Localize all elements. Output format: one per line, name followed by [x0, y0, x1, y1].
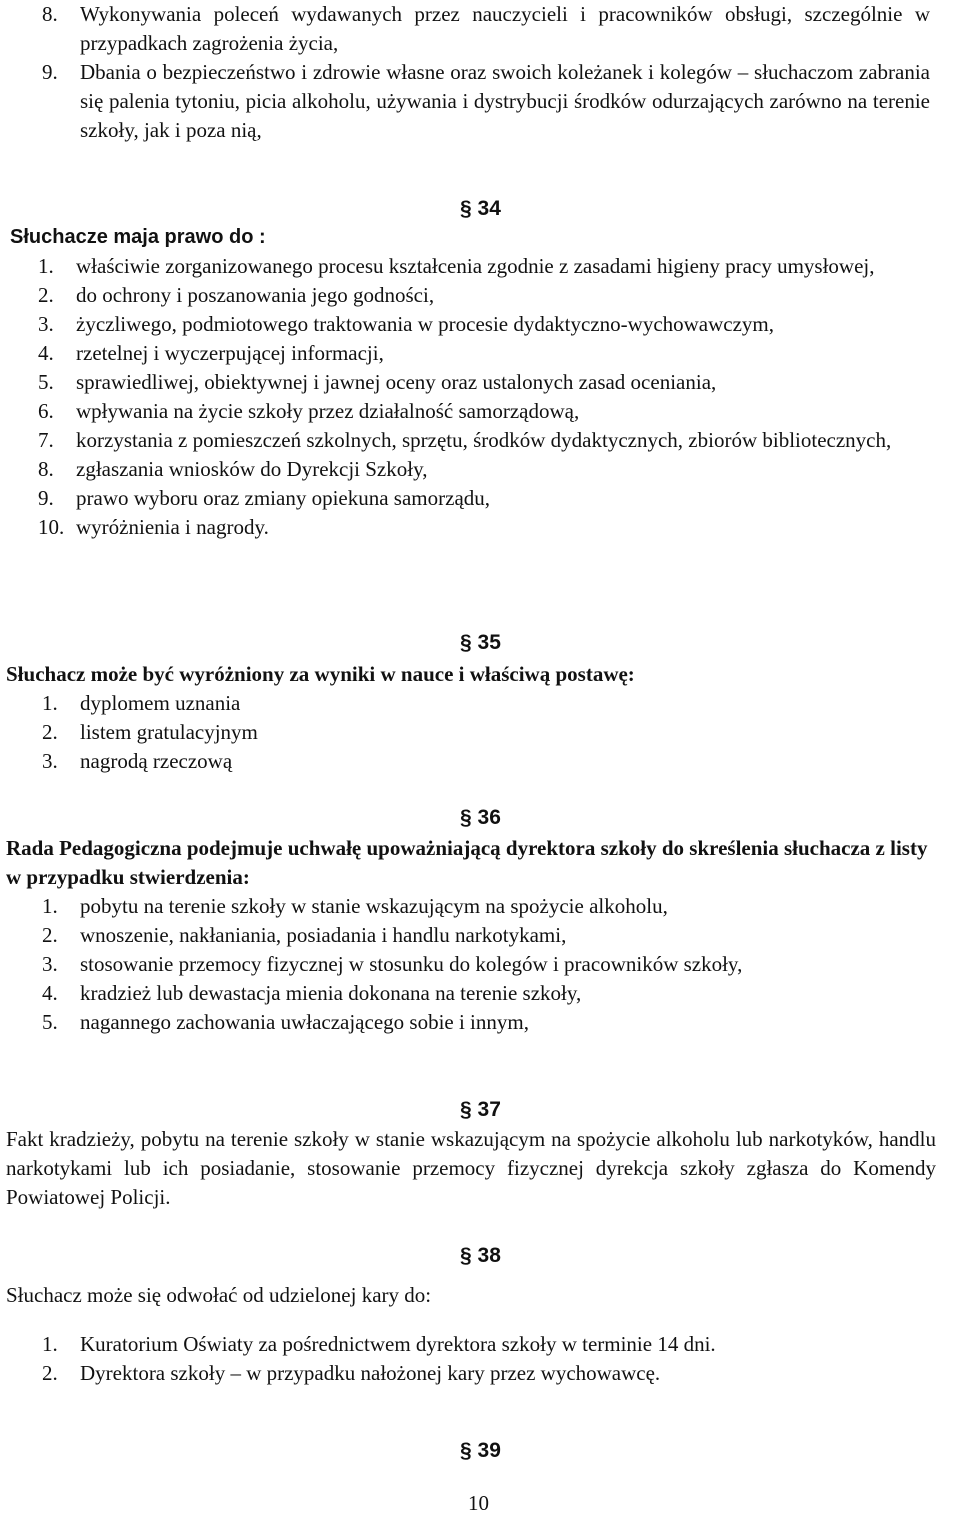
section-symbol: § [460, 631, 472, 654]
list-item-number: 8. [42, 2, 58, 26]
list-item-number: 2. [38, 283, 54, 307]
list-item-text: do ochrony i poszanowania jego godności, [76, 283, 435, 307]
top-list [42, 0, 930, 145]
list-item-text: wyróżnienia i nagrody. [76, 515, 269, 539]
list-item-number: 2. [42, 1361, 58, 1385]
section-heading: Słuchacze maja prawo do : [10, 226, 266, 248]
list-item-text: kradzież lub dewastacja mienia dokonana na terenie szkoły, [80, 981, 582, 1005]
list-item [42, 921, 936, 950]
list-item-text: sprawiedliwej, obiektywnej i jawnej oceny oraz ustalonych zasad oceniania, [76, 370, 717, 394]
list-item-text: stosowanie przemocy fizycznej w stosunku do kolegów i pracowników szkoły, [80, 952, 743, 976]
list-item [38, 397, 936, 426]
list-item-number: 8. [38, 457, 54, 481]
list-item [38, 484, 936, 513]
list-item [38, 310, 936, 339]
list-item-text: dyplomem uznania [80, 691, 241, 715]
section-paragraph: Fakt kradzieży, pobytu na terenie szkoły w stanie wskazującym na spożycie alkoholu lub narkotyków, handlu narkotykami lub ich posiadanie, stosowanie przemocy fizycznej dyrekcja szkoły zgłasza do Komendy Powiatowej Policji. [6, 1127, 936, 1209]
section-34-title [460, 194, 501, 223]
list-item-text: pobytu na terenie szkoły w stanie wskazującym na spożycie alkoholu, [80, 894, 668, 918]
list-item-text: życzliwego, podmiotowego traktowania w procesie dydaktyczno-wychowawczym, [76, 312, 775, 336]
section-38-title [460, 1241, 501, 1270]
list-item-number: 3. [42, 749, 58, 773]
list-item-number: 1. [42, 1332, 58, 1356]
section-39-title [460, 1436, 501, 1465]
section-symbol: § [460, 1244, 472, 1267]
list-item-text: Dbania o bezpieczeństwo i zdrowie własne oraz swoich koleżanek i kolegów – słuchaczom zabrania się palenia tytoniu, picia alkoholu, używania i dystrybucji środków odurzających zarówno na terenie szkoły, jak i poza nią, [80, 60, 930, 142]
list-item-number: 1. [42, 894, 58, 918]
list-item-number: 3. [42, 952, 58, 976]
list-item-text: korzystania z pomieszczeń szkolnych, sprzętu, środków dydaktycznych, zbiorów bibliotecznych, [76, 428, 892, 452]
list-item [42, 1330, 936, 1359]
list-item-number: 7. [38, 428, 54, 452]
section-symbol: § [460, 197, 472, 220]
list-item-number: 4. [42, 981, 58, 1005]
list-item [38, 426, 936, 455]
list-item-text: wnoszenie, nakłaniania, posiadania i handlu narkotykami, [80, 923, 567, 947]
list-item [38, 455, 936, 484]
section-37 [6, 1125, 936, 1212]
section-heading: Rada Pedagogiczna podejmuje uchwałę upoważniającą dyrektora szkoły do skreślenia słuchacza z listy w przypadku stwierdzenia: [6, 836, 928, 889]
list-item-number: 5. [42, 1010, 58, 1034]
list-item [42, 689, 936, 718]
list-item-number: 9. [38, 486, 54, 510]
section-35-title [460, 628, 501, 657]
section-symbol: § [460, 806, 472, 829]
list-item-text: prawo wyboru oraz zmiany opiekuna samorządu, [76, 486, 491, 510]
list-item [42, 718, 936, 747]
page-number: 10 [468, 1491, 489, 1515]
section-number: 38 [477, 1244, 501, 1267]
section-35 [6, 660, 936, 776]
list-item [38, 339, 936, 368]
list-item-number: 2. [42, 923, 58, 947]
section-number: 39 [477, 1439, 501, 1462]
section-number: 37 [477, 1098, 501, 1121]
list-item-text: Wykonywania poleceń wydawanych przez nauczycieli i pracowników obsługi, szczególnie w przypadkach zagrożenia życia, [80, 2, 930, 55]
section-symbol: § [460, 1098, 472, 1121]
list-item-text: nagrodą rzeczową [80, 749, 233, 773]
list-item-number: 3. [38, 312, 54, 336]
section-37-title [460, 1095, 501, 1124]
list-item-number: 4. [38, 341, 54, 365]
list-item [42, 58, 930, 145]
list-item-number: 10. [38, 515, 65, 539]
list-item [42, 979, 936, 1008]
list-item-text: nagannego zachowania uwłaczającego sobie i innym, [80, 1010, 529, 1034]
list-item [42, 950, 936, 979]
list-item-text: wpływania na życie szkoły przez działalność samorządową, [76, 399, 580, 423]
list-item [42, 892, 936, 921]
list-item-number: 1. [42, 691, 58, 715]
list-item [42, 1359, 936, 1388]
section-36-title [460, 803, 501, 832]
section-intro: Słuchacz może się odwołać od udzielonej kary do: [6, 1283, 432, 1307]
list-item [38, 368, 936, 397]
list-item [42, 0, 930, 58]
list-item [42, 747, 936, 776]
section-38 [6, 1281, 936, 1388]
section-36 [6, 834, 936, 1037]
list-item [42, 1008, 936, 1037]
list-item-number: 1. [38, 254, 54, 278]
list-item-text: rzetelnej i wyczerpującej informacji, [76, 341, 384, 365]
list-item-text: Kuratorium Oświaty za pośrednictwem dyrektora szkoły w terminie 14 dni. [80, 1332, 716, 1356]
section-symbol: § [460, 1439, 472, 1462]
list-item-text: Dyrektora szkoły – w przypadku nałożonej kary przez wychowawcę. [80, 1361, 661, 1385]
section-heading: Słuchacz może być wyróżniony za wyniki w nauce i właściwą postawę: [6, 662, 635, 686]
list-item [38, 252, 936, 281]
list-item-number: 9. [42, 60, 58, 84]
section-number: 36 [477, 806, 501, 829]
list-item-number: 2. [42, 720, 58, 744]
list-item-number: 6. [38, 399, 54, 423]
list-item-text: zgłaszania wniosków do Dyrekcji Szkoły, [76, 457, 428, 481]
list-item [38, 513, 936, 542]
section-number: 34 [477, 197, 501, 220]
section-34 [10, 223, 936, 542]
list-item-number: 5. [38, 370, 54, 394]
list-item [38, 281, 936, 310]
section-number: 35 [477, 631, 501, 654]
list-item-text: listem gratulacyjnym [80, 720, 258, 744]
list-item-text: właściwie zorganizowanego procesu kształcenia zgodnie z zasadami higieny pracy umysłowej, [76, 254, 875, 278]
